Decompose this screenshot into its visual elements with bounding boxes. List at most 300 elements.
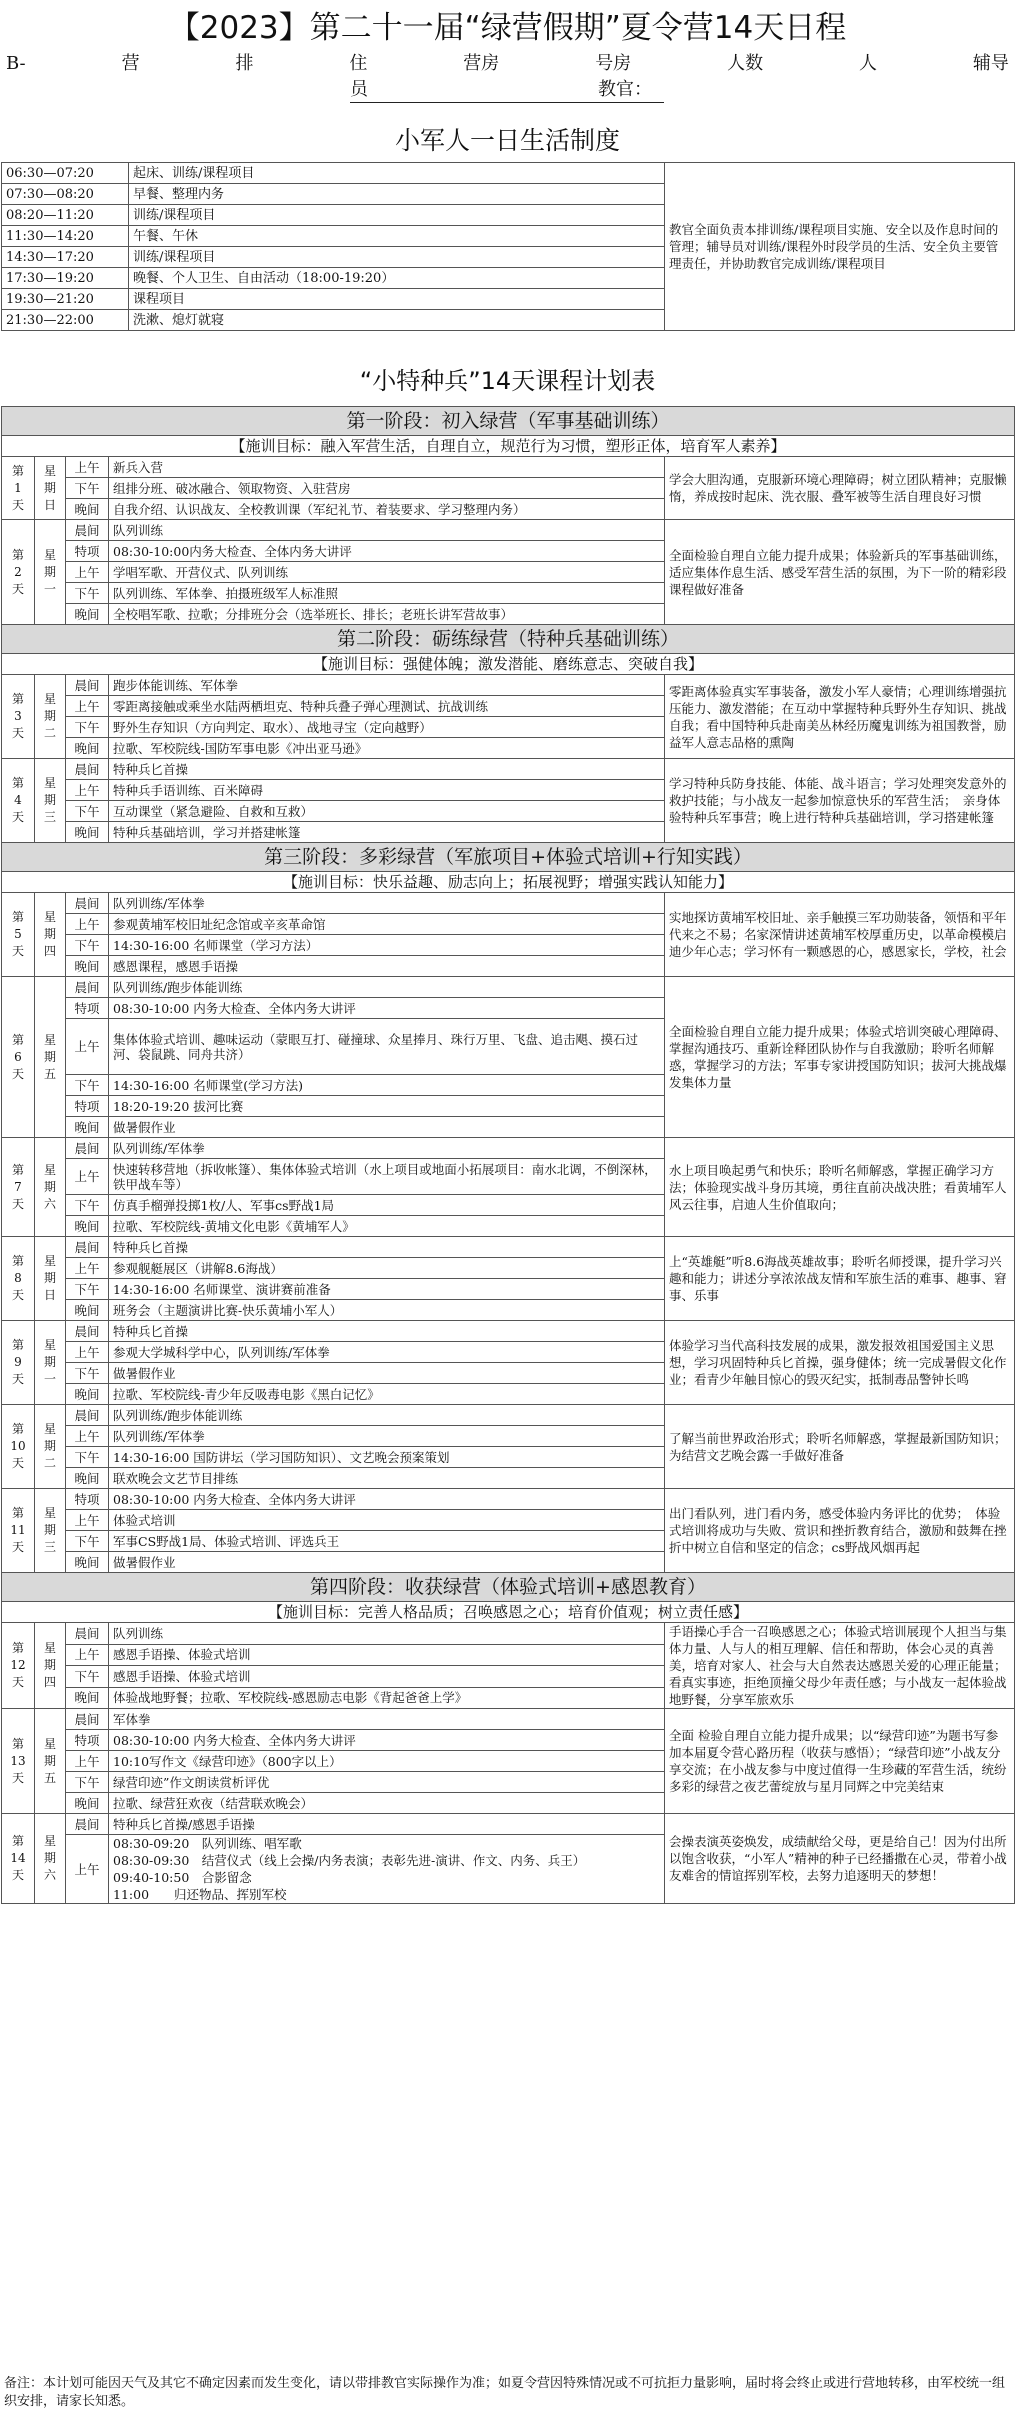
- weekday-char: 三: [43, 810, 56, 824]
- activity: 10:10写作文《绿营印迹》（800字以上）: [109, 1751, 665, 1772]
- day-number-char: 天: [11, 1372, 24, 1386]
- time-period: 下午: [66, 1772, 109, 1793]
- day-number-char: 天: [11, 1540, 24, 1554]
- activity: 仿真手榴弹投掷1枚/人、军事cs野战1局: [109, 1195, 665, 1216]
- weekday-char: 四: [43, 1675, 56, 1689]
- activity: 快速转移营地（拆收帐篷）、集体体验式培训（水上项目或地面小拓展项目：南水北调，不倒深林，铁甲战车等）: [109, 1159, 665, 1195]
- weekday-char: 星: [43, 1736, 56, 1751]
- daily-activity: 课程项目: [129, 289, 665, 310]
- schedule-row: [2, 1623, 1015, 1645]
- weekday: [35, 1237, 66, 1321]
- day-number-char: 第: [11, 692, 24, 706]
- schedule-row: [2, 1237, 1015, 1258]
- weekday-char: 一: [43, 581, 56, 596]
- weekday-char: 五: [43, 1770, 56, 1785]
- time-period: 晚间: [66, 1384, 109, 1405]
- activity: 特种兵基础培训，学习并搭建帐篷: [109, 822, 665, 843]
- weekday-char: 星: [43, 1506, 56, 1520]
- time-period: 晚间: [66, 1552, 109, 1573]
- time-period: 下午: [66, 1447, 109, 1468]
- day-number-char: 第: [11, 1736, 24, 1751]
- day-number-char: 4: [14, 793, 22, 807]
- info-room: 号房: [595, 53, 632, 74]
- activity: 自我介绍、认识战友、全校教训课（军纪礼节、着装要求、学习整理内务）: [109, 499, 665, 520]
- weekday-char: 星: [43, 776, 56, 790]
- weekday-char: 期: [43, 480, 56, 495]
- weekday: [35, 1623, 66, 1709]
- activity-line: 08:30-09:20 队列训练、唱军歌: [113, 1836, 302, 1851]
- info-tutor: 辅导: [972, 53, 1009, 74]
- day-number-char: 14: [10, 1851, 26, 1865]
- weekday-char: 星: [43, 1422, 56, 1436]
- time-period: 下午: [66, 717, 109, 738]
- day-number: [2, 977, 35, 1138]
- phase-header: 第一阶段：初入绿营（军事基础训练）: [2, 407, 1015, 436]
- day-number-char: 第: [11, 1254, 24, 1268]
- activity: 特种兵匕首操/感恩手语操: [109, 1814, 665, 1835]
- day-number-char: 第: [11, 1162, 24, 1177]
- weekday: [35, 675, 66, 759]
- day-number-char: 天: [11, 497, 24, 512]
- daily-time: 11:30—14:20: [2, 226, 129, 247]
- time-period-label: 上午: [74, 1861, 100, 1877]
- weekday-char: 期: [43, 564, 56, 579]
- phase-goal: 【施训目标：融入军营生活，自理自立，规范行为习惯，塑形正体，培育军人素养】: [2, 436, 1015, 457]
- day-goal-note: 手语操心手合一召唤感恩之心；体验式培训展现个人担当与集体力量、人与人的相互理解、信任和帮助，体会心灵的真善美，培育对家人、社会与大自然表达感恩关爱的心理正能量；看真实事迹，拒绝顶撞父母少年责任感；与小战友一起体验战地野餐，分享军旅欢乐: [665, 1623, 1015, 1709]
- time-period: 晚间: [66, 738, 109, 759]
- time-period: 晨间: [66, 893, 109, 914]
- weekday-char: 五: [43, 1066, 56, 1081]
- activity: 做暑假作业: [109, 1117, 665, 1138]
- day-number: [2, 759, 35, 843]
- activity: 学唱军歌、开营仪式、队列训练: [109, 562, 665, 583]
- day-goal-note: 实地探访黄埔军校旧址、亲手触摸三军功勋装备，领悟和平年代来之不易；名家深情讲述黄埔军校厚重历史，以革命模模启迪少年心志；学习怀有一颗感恩的心，感恩家长，学校，社会: [665, 893, 1015, 977]
- time-period: 晨间: [66, 1623, 109, 1645]
- daily-time: 19:30—21:20: [2, 289, 129, 310]
- time-period: 晨间: [66, 1237, 109, 1258]
- day-goal-note: 体验学习当代高科技发展的成果，激发报效祖国爱国主义思想，学习巩固特种兵匕首操，强身健体；统一完成暑假文化作业；看青少年触目惊心的毁灭纪实，抵制毒品警钟长鸣: [665, 1321, 1015, 1405]
- activity: 队列训练/军体拳: [109, 1426, 665, 1447]
- time-period: 上午: [66, 1751, 109, 1772]
- day-number-char: 第: [11, 547, 24, 562]
- activity: 14:30-16:00 名师课堂（学习方法）: [109, 935, 665, 956]
- activity: 拉歌、军校院线-国防军事电影《冲出亚马逊》: [109, 738, 665, 759]
- time-period: 上午: [66, 914, 109, 935]
- day-goal-note: 了解当前世界政治形式；聆听名师解惑，掌握最新国防知识；为结营文艺晚会露一手做好准备: [665, 1405, 1015, 1489]
- activity: 联欢晚会文艺节目排练: [109, 1468, 665, 1489]
- daily-time: 06:30—07:20: [2, 163, 129, 184]
- day-number-char: 天: [11, 1066, 24, 1081]
- day-number-char: 第: [11, 1641, 24, 1655]
- weekday: [35, 759, 66, 843]
- schedule-row: [2, 1709, 1015, 1730]
- day-goal-note: 全面检验自理自立能力提升成果；体验新兵的军事基础训练，适应集体作息生活、感受军营生活的氛围，为下一阶的精彩段课程做好准备: [665, 520, 1015, 625]
- weekday-char: 期: [43, 1049, 56, 1064]
- activity: 互动课堂（紧急避险、自救和互救）: [109, 801, 665, 822]
- weekday-char: 期: [43, 1355, 56, 1369]
- time-period: 晚间: [66, 1687, 109, 1709]
- day-number: [2, 1489, 35, 1573]
- weekday: [35, 1814, 66, 1904]
- daily-time: 21:30—22:00: [2, 310, 129, 331]
- daily-activity: 午餐、午休: [129, 226, 665, 247]
- activity: 14:30-16:00 名师课堂(学习方法): [109, 1075, 665, 1096]
- day-number-char: 6: [14, 1049, 22, 1064]
- phase-goal: 【施训目标：强健体魄；激发潜能、磨练意志、突破自我】: [2, 654, 1015, 675]
- info-pai: 排: [235, 53, 254, 74]
- weekday-char: 期: [43, 1439, 56, 1453]
- time-period: [66, 1835, 109, 1904]
- weekday-char: 一: [43, 1372, 56, 1386]
- footer-note: 备注：本计划可能因天气及其它不确定因素而发生变化，请以带排教官实际操作为准；如夏令营因特殊情况或不可抗拒力量影响，届时将会终止或进行营地转移，由军校统一组织安排，请家长知悉。: [4, 2376, 1006, 2409]
- activity: 体验式培训: [109, 1510, 665, 1531]
- weekday-char: 星: [43, 692, 56, 706]
- day-number: [2, 1623, 35, 1709]
- weekday-char: 二: [43, 1456, 56, 1470]
- day-goal-note: 全面 检验自理自立能力提升成果；以“绿营印迹”为题书写参加本届夏令营心路历程（收获与感悟）；“绿营印迹”小战友分享交流；在小战友参与中度过值得一生珍藏的军营生活，统纷多彩的绿营之夜艺蕾绽放与星月同辉之中完美结束: [665, 1709, 1015, 1814]
- time-period: 晚间: [66, 499, 109, 520]
- weekday-char: 星: [43, 1338, 56, 1352]
- info-staff-underline: [350, 78, 664, 103]
- day-number-char: 3: [14, 709, 22, 723]
- daily-activity: 训练/课程项目: [129, 205, 665, 226]
- weekday-char: 期: [43, 1753, 56, 1768]
- schedule-row: [2, 520, 1015, 541]
- time-period: 晨间: [66, 675, 109, 696]
- activity: 感恩手语操、体验式培训: [109, 1666, 665, 1688]
- time-period: 特项: [66, 541, 109, 562]
- schedule-row: [2, 1405, 1015, 1426]
- schedule-row: [2, 457, 1015, 478]
- time-period: 上午: [66, 457, 109, 478]
- day-number: [2, 1405, 35, 1489]
- activity: 感恩课程，感恩手语操: [109, 956, 665, 977]
- weekday: [35, 1321, 66, 1405]
- activity: 野外生存知识（方向判定、取水）、战地寻宝（定向越野）: [109, 717, 665, 738]
- weekday-char: 期: [43, 1179, 56, 1194]
- weekday-char: 四: [43, 944, 56, 958]
- activity: 08:30-10:00 内务大检查、全体内务大讲评: [109, 1489, 665, 1510]
- activity: 08:30-10:00内务大检查、全体内务大讲评: [109, 541, 665, 562]
- day-number-char: 9: [14, 1355, 22, 1369]
- time-period: 晨间: [66, 1138, 109, 1159]
- activity: 特种兵匕首操: [109, 1321, 665, 1342]
- weekday-char: 星: [43, 1641, 56, 1655]
- weekday-char: 星: [43, 1032, 56, 1047]
- time-period: 特项: [66, 998, 109, 1019]
- day-number-char: 天: [11, 726, 24, 740]
- time-period: 晨间: [66, 1405, 109, 1426]
- activity: 集体体验式培训、趣味运动（蒙眼互打、碰撞球、众星捧月、珠行万里、飞盘、追击飓、摸石过河、袋鼠跳、同舟共济）: [109, 1019, 665, 1075]
- day-number: [2, 457, 35, 520]
- activity: 队列训练/跑步体能训练: [109, 977, 665, 998]
- activity-line: 11:00 归还物品、挥别军校: [113, 1887, 287, 1902]
- daily-time: 17:30—19:20: [2, 268, 129, 289]
- time-period: 下午: [66, 1195, 109, 1216]
- activity: 队列训练/军体拳: [109, 893, 665, 914]
- day-number-char: 天: [11, 581, 24, 596]
- day-number-char: 12: [10, 1658, 26, 1672]
- time-period: 特项: [66, 1730, 109, 1751]
- phase-goal: 【施训目标：完善人格品质；召唤感恩之心；培育价值观；树立责任感】: [2, 1602, 1015, 1623]
- activity: 绿营印迹”作文朗读赏析评优: [109, 1772, 665, 1793]
- day-number: [2, 1709, 35, 1814]
- activity: 班务会（主题演讲比赛-快乐黄埔小军人）: [109, 1300, 665, 1321]
- daily-activity: 早餐、整理内务: [129, 184, 665, 205]
- weekday: [35, 1405, 66, 1489]
- weekday: [35, 977, 66, 1138]
- time-period: 晨间: [66, 1709, 109, 1730]
- weekday-char: 星: [43, 1254, 56, 1268]
- day-number-char: 天: [11, 1196, 24, 1211]
- time-period: 上午: [66, 1258, 109, 1279]
- weekday-char: 期: [43, 793, 56, 807]
- day-goal-note: 学会大胆沟通，克服新环境心理障碍；树立团队精神；克服懒惰，养成按时起床、洗衣服、叠军被等生活自理良好习惯: [665, 457, 1015, 520]
- weekday: [35, 520, 66, 625]
- daily-table: [1, 162, 1015, 331]
- weekday: [35, 893, 66, 977]
- activity-line: 09:40-10:50 合影留念: [113, 1870, 252, 1885]
- activity: 新兵入营: [109, 457, 665, 478]
- daily-row: [2, 163, 1015, 184]
- time-period: 上午: [66, 780, 109, 801]
- activity: 参观舰艇展区（讲解8.6海战）: [109, 1258, 665, 1279]
- day-number-char: 天: [11, 1456, 24, 1470]
- info-count: 人数: [727, 53, 764, 74]
- time-period: 上午: [66, 1342, 109, 1363]
- weekday-char: 期: [43, 1271, 56, 1285]
- activity: 18:20-19:20 拔河比赛: [109, 1096, 665, 1117]
- daily-title: 小军人一日生活制度: [394, 126, 620, 155]
- page-title: 【2023】第二十一届“绿营假期”夏令营14天日程: [168, 10, 847, 46]
- activity: 队列训练、军体拳、拍摄班级军人标准照: [109, 583, 665, 604]
- day-goal-note: 出门看队列，进门看内务，感受体验内务评比的优势； 体验式培训将成功与失败、赏识和挫折教育结合，激励和鼓舞在挫折中树立自信和坚定的信念；cs野战风烟再起: [665, 1489, 1015, 1573]
- day-number-char: 8: [14, 1271, 22, 1285]
- day-number-char: 7: [14, 1179, 22, 1194]
- activity: 拉歌、绿营狂欢夜（结营联欢晚会）: [109, 1793, 665, 1814]
- weekday-char: 星: [43, 463, 56, 478]
- info-prefix: B-: [6, 53, 26, 74]
- schedule-row: [2, 1138, 1015, 1159]
- phase-goal: 【施训目标：快乐益趣、励志向上；拓展视野；增强实践认知能力】: [2, 872, 1015, 893]
- activity: 14:30-16:00 名师课堂、演讲赛前准备: [109, 1279, 665, 1300]
- day-number-char: 13: [10, 1753, 26, 1768]
- activity: 体验战地野餐；拉歌、军校院线-感恩励志电影《背起爸爸上学》: [109, 1687, 665, 1709]
- plan-title: “小特种兵”14天课程计划表: [359, 367, 656, 395]
- activity: 参观大学城科学中心，队列训练/军体拳: [109, 1342, 665, 1363]
- day-number-char: 天: [11, 1288, 24, 1302]
- weekday-char: 六: [43, 1196, 56, 1211]
- activity: 特种兵匕首操: [109, 1237, 665, 1258]
- weekday-char: 星: [43, 910, 56, 924]
- day-goal-note: 水上项目唤起勇气和快乐；聆听名师解惑，掌握正确学习方法；体验现实战斗身历其境，勇往直前决战决胜；看黄埔军人风云往事，启迪人生价值取向；: [665, 1138, 1015, 1237]
- time-period: 下午: [66, 935, 109, 956]
- time-period: 下午: [66, 1666, 109, 1688]
- activity: 军体拳: [109, 1709, 665, 1730]
- time-period: 晚间: [66, 604, 109, 625]
- info-line-1: [6, 52, 1009, 76]
- activity: 特种兵匕首操: [109, 759, 665, 780]
- weekday-char: 期: [43, 1851, 56, 1865]
- day-number: [2, 1814, 35, 1904]
- daily-time: 14:30—17:20: [2, 247, 129, 268]
- day-number-char: 天: [11, 1868, 24, 1882]
- time-period: 晨间: [66, 977, 109, 998]
- day-number-char: 1: [14, 480, 22, 495]
- daily-time: 07:30—08:20: [2, 184, 129, 205]
- weekday: [35, 457, 66, 520]
- day-goal-note: 上“英雄艇”听8.6海战英雄故事；聆听名师授课，提升学习兴趣和能力；讲述分享浓浓战友情和军旅生活的难事、趣事、窘事、乐事: [665, 1237, 1015, 1321]
- day-goal-note: 会操表演英姿焕发，成绩献给父母，更是给自己！因为付出所以饱含收获，“小军人”精神的种子已经播撒在心灵，带着小战友难舍的情谊挥别军校，去努力追逐明天的梦想！: [665, 1814, 1015, 1904]
- activity: 做暑假作业: [109, 1552, 665, 1573]
- time-period: 晨间: [66, 1814, 109, 1835]
- weekday-char: 期: [43, 927, 56, 941]
- time-period: 下午: [66, 1279, 109, 1300]
- weekday: [35, 1138, 66, 1237]
- activity: 跑步体能训练、军体拳: [109, 675, 665, 696]
- day-goal-note: 全面检验自理自立能力提升成果；体验式培训突破心理障碍、掌握沟通技巧、重新诠释团队协作与自我激励；聆听名师解惑，掌握学习的方法；军事专家讲授国防知识；拔河大挑战爆发集体力量: [665, 977, 1015, 1138]
- time-period: 上午: [66, 1019, 109, 1075]
- activity: 特种兵手语训练、百米障碍: [109, 780, 665, 801]
- activity: 08:30-10:00 内务大检查、全体内务大讲评: [109, 1730, 665, 1751]
- activity: 队列训练: [109, 520, 665, 541]
- info-zhu: 住: [349, 53, 368, 74]
- day-goal-note: 零距离体验真实军事装备，激发小军人豪情；心理训练增强抗压能力、激发潜能；在互动中掌握特种兵野外生存知识、挑战自我；看中国特种兵赴南美丛林经历魔鬼训练为祖国教誉，励益军人意志品格的熏陶: [665, 675, 1015, 759]
- schedule-row: [2, 759, 1015, 780]
- schedule-row: [2, 1321, 1015, 1342]
- daily-time: 08:20—11:20: [2, 205, 129, 226]
- info-barracks: 营房: [463, 53, 500, 74]
- phase-header: 第四阶段：收获绿营（体验式培训+感恩教育）: [2, 1573, 1015, 1602]
- activity: 14:30-16:00 国防讲坛（学习国防知识）、文艺晚会预案策划: [109, 1447, 665, 1468]
- time-period: 晚间: [66, 1793, 109, 1814]
- day-number-char: 天: [11, 810, 24, 824]
- time-period: 下午: [66, 1075, 109, 1096]
- day-number-char: 第: [11, 910, 24, 924]
- daily-activity: 晚餐、个人卫生、自由活动（18:00-19:20）: [129, 268, 665, 289]
- time-period: 晚间: [66, 1468, 109, 1489]
- phase-header: 第二阶段：砺练绿营（特种兵基础训练）: [2, 625, 1015, 654]
- time-period: 晨间: [66, 759, 109, 780]
- day-number-char: 第: [11, 1032, 24, 1047]
- activity: 队列训练: [109, 1623, 665, 1645]
- weekday-char: 期: [43, 1658, 56, 1672]
- day-number-char: 第: [11, 1506, 24, 1520]
- activity: 参观黄埔军校旧址纪念馆或辛亥革命馆: [109, 914, 665, 935]
- day-number-char: 5: [14, 927, 22, 941]
- activity: 全校唱军歌、拉歌；分排班分会（选举班长、排长；老班长讲军营故事）: [109, 604, 665, 625]
- day-number: [2, 1321, 35, 1405]
- day-number-char: 第: [11, 776, 24, 790]
- day-number-char: 第: [11, 1338, 24, 1352]
- time-period: 下午: [66, 1531, 109, 1552]
- time-period: 特项: [66, 1489, 109, 1510]
- activity: 感恩手语操、体验式培训: [109, 1644, 665, 1666]
- time-period: 晨间: [66, 520, 109, 541]
- activity: 队列训练/跑步体能训练: [109, 1405, 665, 1426]
- weekday-char: 二: [43, 726, 56, 740]
- plan-table: [1, 406, 1015, 1904]
- schedule-row: [2, 1814, 1015, 1835]
- time-period: 晚间: [66, 956, 109, 977]
- time-period: 晚间: [66, 1117, 109, 1138]
- day-number-char: 天: [11, 1770, 24, 1785]
- schedule-row: [2, 675, 1015, 696]
- daily-activity: 起床、训练/课程项目: [129, 163, 665, 184]
- time-period: 晚间: [66, 1300, 109, 1321]
- weekday-char: 六: [43, 1868, 56, 1882]
- day-number: [2, 1237, 35, 1321]
- weekday: [35, 1489, 66, 1573]
- time-period: 下午: [66, 1363, 109, 1384]
- time-period: 上午: [66, 1510, 109, 1531]
- schedule-row: [2, 1489, 1015, 1510]
- time-period: 下午: [66, 801, 109, 822]
- day-goal-note: 学习特种兵防身技能、体能、战斗语言；学习处理突发意外的救护技能；与小战友一起参加惊意快乐的军营生活； 亲身体验特种兵军事营；晚上进行特种兵基础培训，学习搭建帐篷: [665, 759, 1015, 843]
- info-people: 人: [859, 53, 877, 74]
- weekday-char: 日: [43, 1288, 56, 1302]
- time-period: 晚间: [66, 1216, 109, 1237]
- day-number-char: 第: [11, 1422, 24, 1436]
- day-number: [2, 520, 35, 625]
- daily-activity: 训练/课程项目: [129, 247, 665, 268]
- schedule-row: [2, 893, 1015, 914]
- daily-note: 教官全面负责本排训练/课程项目实施、安全以及作息时间的管理；辅导员对训练/课程外时段学员的生活、安全负主要管理责任，并协助教官完成训练/课程项目: [665, 163, 1015, 331]
- time-period: 特项: [66, 1096, 109, 1117]
- day-number-char: 第: [11, 463, 24, 478]
- activity: 做暑假作业: [109, 1363, 665, 1384]
- activity: 队列训练/军体拳: [109, 1138, 665, 1159]
- schedule-row: [2, 977, 1015, 998]
- info-ying: 营: [121, 53, 140, 74]
- weekday-char: 三: [43, 1540, 56, 1554]
- activity: 组排分班、破冰融合、领取物资、入驻营房: [109, 478, 665, 499]
- time-period: 下午: [66, 583, 109, 604]
- time-period: 晨间: [66, 1321, 109, 1342]
- weekday-char: 期: [43, 1523, 56, 1537]
- activity: 拉歌、军校院线-青少年反吸毒电影《黑白记忆》: [109, 1384, 665, 1405]
- day-number: [2, 893, 35, 977]
- day-number: [2, 1138, 35, 1237]
- time-period: 上午: [66, 696, 109, 717]
- day-number-char: 2: [14, 564, 22, 579]
- activity: 零距离接触或乘坐水陆两栖坦克、特种兵叠子弹心理测试、抗战训练: [109, 696, 665, 717]
- time-period: 上午: [66, 1159, 109, 1195]
- weekday-char: 星: [43, 1834, 56, 1848]
- time-period: 上午: [66, 1644, 109, 1666]
- activity: 08:30-10:00 内务大检查、全体内务大讲评: [109, 998, 665, 1019]
- activity: 拉歌、军校院线-黄埔文化电影《黄埔军人》: [109, 1216, 665, 1237]
- daily-activity: 洗漱、熄灯就寝: [129, 310, 665, 331]
- time-period: 上午: [66, 562, 109, 583]
- time-period: 上午: [66, 1426, 109, 1447]
- weekday-char: 星: [43, 1162, 56, 1177]
- day-number: [2, 675, 35, 759]
- weekday-char: 日: [43, 497, 56, 512]
- info-staff: 员: [350, 79, 368, 100]
- day-number-char: 天: [11, 1675, 24, 1689]
- activity-line: 08:30-09:30 结营仪式（线上会操/内务表演；表彰先进-演讲、作文、内务、兵王）: [113, 1853, 586, 1868]
- time-period: 下午: [66, 478, 109, 499]
- time-period: 晚间: [66, 822, 109, 843]
- day-number-char: 11: [10, 1523, 26, 1537]
- activity: 军事CS野战1局、体验式培训、评选兵王: [109, 1531, 665, 1552]
- activity: [109, 1835, 665, 1904]
- info-instructor: 教官：: [598, 79, 652, 100]
- weekday-char: 期: [43, 709, 56, 723]
- day-number-char: 天: [11, 944, 24, 958]
- day-number-char: 10: [10, 1439, 26, 1453]
